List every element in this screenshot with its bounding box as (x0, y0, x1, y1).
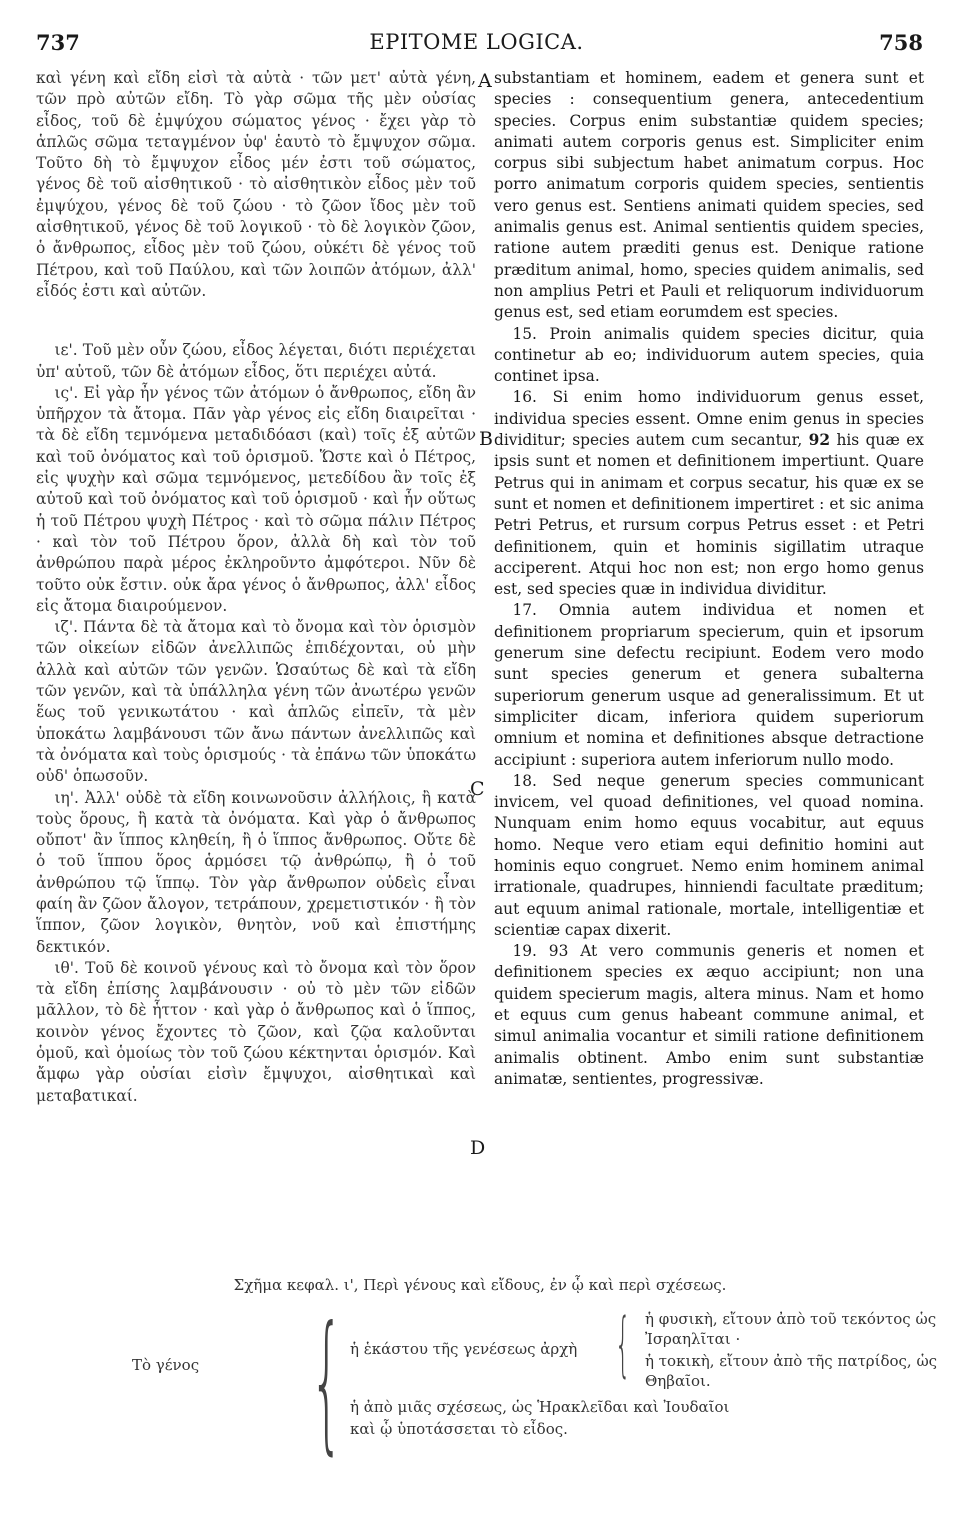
latin-paragraph: 15. Proin animalis quidem species dicitur, quia continetur ab eo; individuorum autem species, quia continet ipsa. (494, 324, 924, 386)
latin-paragraph: substantiam et hominem, eadem et genera sunt et species : consequentium genera, antecedentium species. Corpus enim substantiæ quidem species; animati autem corporis genus est. Simpliciter enim corpus sibi subjectum habet animatum corpus. Hoc porro animatum corporis quidem species, sentientis vero genus est. Sentiens animati quidem species, sed animalis genus est. Animal sentientis quidem species, ratione autem præditi genus est. Denique ratione præditum animal, homo, species quidem animalis, sed non amplius Petri et Pauli et reliquorum individuorum genus est, sed etiam eorumdem est species. (494, 69, 924, 322)
schema-branch-2: ἡ ἀπὸ μιᾶς σχέσεως, ὡς Ἡρακλεῖδαι καὶ Ἰουδαῖοι (350, 1398, 730, 1416)
latin-paragraph: 18. Sed neque generum species communicant invicem, vel quoad definitiones, vel quoad nomina. Nunquam enim homo equus vocabitur, aut equus homo. Neque vero etiam equi definitio homini aut hominis equo congruet. Nemo enim hominem animal irrationale, quadrupes, hinniendi facultate præditum; aut equum animal rationale, mortale, intelligentiæ et scientiæ capax dixerit. (494, 771, 924, 939)
latin-column (494, 68, 924, 1090)
greek-paragraph: ιε'. Τοῦ μὲν οὖν ζώου, εἶδος λέγεται, διότι περιέχεται ὑπ' αὐτοῦ, τῶν δὲ ἀτόμων εἶδος, ὅτι περιέχει αὐτά. (36, 341, 476, 381)
genus-schema (30, 1267, 938, 1469)
schema-root: Τὸ γένος (132, 1356, 200, 1374)
latin-paragraph: 19. 93 At vero communis generis et nomen et definitionem species ex æquo accipiunt; non una quidem specierum magis, altera minus. Nam et homo et equus cum genus habeant commune animal, et simul animalia vocantur et simili ratione definitionem animalis obtinent. Ambo enim sunt substantiæ animatæ, sentientes, progressivæ. (494, 942, 924, 1088)
greek-paragraph: ιζ'. Πάντα δὲ τὰ ἄτομα καὶ τὸ ὄνομα καὶ τὸν ὁρισμὸν τῶν οἰκείων εἰδῶν ἀνελλιπῶς ἐπιδέχονται, οὐ μὴν ἀλλὰ καὶ αὐτῶν τῶν γενῶν. Ὡσαύτως δὲ καὶ τὰ εἴδη τῶν γενῶν, καὶ τὰ ὑπάλληλα γένη τῶν ἀνωτέρω γενῶν ἕως τοῦ γενικωτάτου · καὶ ἁπλῶς εἰπεῖν, τὰ μὲν ὑποκάτω λαμβάνουσι τῶν ἄνω πάντων ἀνελλιπῶς καὶ τὰ ὀνόματα καὶ τοὺς ὁρισμούς · τὰ ἐπάνω τῶν ὑποκάτω οὐδ' ὁπωσοῦν. (36, 618, 476, 786)
page-header (30, 30, 923, 60)
brace-large-icon: { (310, 1295, 344, 1469)
page-number-right: 758 (879, 30, 923, 55)
running-title: EPITOME LOGICA. (369, 30, 584, 54)
page-number-left: 737 (36, 30, 80, 55)
margin-marker-b: B (479, 428, 493, 450)
greek-paragraph: ιθ'. Τοῦ δὲ κοινοῦ γένους καὶ τὸ ὄνομα καὶ τὸν ὅρον τὰ εἴδη ἐπίσης λαμβάνουσιν · οὐ τὸ μὲν τῶν εἰδῶν μᾶλλον, τὸ δὲ ἧττον · καὶ γὰρ ὁ ἄνθρωπος καὶ ὁ ἵππος, κοινὸν γένος ἔχοντες τὸ ζῶον, καὶ ζῷα καλοῦνται ὁμοῦ, καὶ ὁμοίως τὸν τοῦ ζώου κέκτηνται ὁρισμόν. Καὶ ἄμφω γὰρ οὐσίαι εἰσὶν ἔμψυχοι, αἰσθητικαὶ καὶ μεταβατικαί. (36, 958, 476, 1105)
schema-title: Σχῆμα κεφαλ. ι', Περὶ γένους καὶ εἴδους, ἐν ᾧ καὶ περὶ σχέσεως. (233, 1276, 727, 1294)
schema-sub-branch-1a: ἡ φυσικὴ, εἴτουν ἀπὸ τοῦ τεκόντος ὡς Ἰσραηλῖται · (645, 1310, 937, 1348)
latin-paragraph: 16. Si enim homo individuorum genus esset, individua species essent. Omne enim genus in species dividitur; species autem cum secantur, 92 his quæ ex ipsis sunt et nomen et definitionem impertiunt. Quare Petrus qui in animam et corpus secatur, his quæ ex se sunt et nomen et definitionem impertiret : et sic anima Petri Petrus, et rursum corpus Petrus esset : et Petri definitionem, quin et hominis sigillatim utraque acciperent. Atqui hoc non est; non ergo homo genus est, sed species quæ in individua dividitur. (494, 388, 924, 599)
margin-marker-c: C (470, 778, 485, 800)
schema-branch-1: ἡ ἑκάστου τῆς γενέσεως ἀρχὴ (350, 1340, 578, 1358)
margin-marker-d: D (470, 1137, 486, 1159)
latin-paragraph: 17. Omnia autem individua et nomen et definitionem propriarum specierum, quin et ipsorum generum sine defectu recipiunt. Eodem vero modo sunt species generum et genera subalterna superiorum generum usque ad generalissimum. Et ut simpliciter dicam, inferiora quidem superiorum omnium et nomina et definitiones absque detractione accipiunt : superiora autem inferiorum nullo modo. (494, 601, 924, 769)
migne-page-marker: 92 (808, 431, 831, 450)
brace-small-icon: { (615, 1303, 631, 1385)
margin-marker-a: A (478, 70, 492, 92)
schema-sub-branch-1b: ἡ τοκικὴ, εἴτουν ἀπὸ τῆς πατρίδος, ὡς Θηβαῖοι. (645, 1352, 938, 1390)
greek-paragraph: καὶ γένη καὶ εἴδη εἰσὶ τὰ αὐτὰ · τῶν μετ' αὐτὰ γένη, τῶν πρὸ αὐτῶν εἴδη. Τὸ γὰρ σῶμα τῆς μὲν οὐσίας εἶδος, τοῦ δὲ ἐμψύχου σώματος γένος · ἔχει γὰρ τὸ ἁπλῶς σῶμα τεταγμένον ὑφ' ἑαυτὸ τὸ ἔμψυχον σῶμα. Τοῦτο δὴ τὸ ἔμψυχον εἶδος μέν ἐστι τοῦ σώματος, γένος δὲ τοῦ αἰσθητικοῦ · τὸ αἰσθητικὸν εἶδος μὲν τοῦ ἐμψύχου, γένος δὲ τοῦ ζώου · τὸ ζῶον ἴδος μὲν τοῦ αἰσθητικοῦ, γένος δὲ τοῦ λογικοῦ · τὸ δὲ λογικὸν ζῶον, ὁ ἄνθρωπος, εἶδος μὲν τοῦ ζώου, οὐκέτι δὲ γένος τοῦ Πέτρου, καὶ τοῦ Παύλου, καὶ τῶν λοιπῶν ἀτόμων, ἀλλ' εἶδός ἐστι καὶ αὐτῶν. (36, 69, 476, 300)
greek-column (36, 68, 476, 1107)
greek-paragraph: ιη'. Ἀλλ' οὐδὲ τὰ εἴδη κοινωνοῦσιν ἀλλήλοις, ἢ κατὰ τοὺς ὅρους, ἢ κατὰ τὰ ὀνόματα. Καὶ γὰρ ὁ ἄνθρωπος οὔποτ' ἂν ἵππος κληθείη, ἢ ὁ ἵππος ἄνθρωπος. Οὔτε δὲ ὁ τοῦ ἵππου ὅρος ἁρμόσει τῷ ἀνθρώπῳ, ἢ ὁ τοῦ ἀνθρώπου τῷ ἵππῳ. Τὸν γὰρ ἄνθρωπον οὐδεὶς εἶναι φαίη ἂν ζῶον ἄλογον, τετράπουν, χρεμετιστικόν · ἢ τὸν ἵππον, ζῶον λογικὸν, θνητὸν, νοῦ καὶ ἐπιστήμης δεκτικόν. (36, 788, 476, 956)
schema-branch-3: καὶ ᾧ ὑποτάσσεται τὸ εἶδος. (350, 1420, 568, 1438)
greek-paragraph: ις'. Εἰ γὰρ ἦν γένος τῶν ἀτόμων ὁ ἄνθρωπος, εἴδη ἂν ὑπῆρχον τὰ ἄτομα. Πᾶν γὰρ γένος εἰς εἴδη διαιρεῖται · τὰ δὲ εἴδη τεμνόμενα μεταδιδόασι (καὶ) τοῖς ἐξ αὐτῶν καὶ τοῦ ὀνόματος καὶ τοῦ ὁρισμοῦ. Ὥστε καὶ ὁ Πέτρος, εἰς ψυχὴν καὶ σῶμα τεμνόμενος, μετεδίδου ἂν τοῖς ἐξ αὐτοῦ καὶ τοῦ ὀνόματος καὶ τοῦ ὁρισμοῦ · καὶ ἦν οὕτως ἡ τοῦ Πέτρου ψυχὴ Πέτρος · καὶ τὸ σῶμα πάλιν Πέτρος · καὶ τὸν τοῦ Πέτρου ὅρον, ἀλλὰ δὴ καὶ τὸν τοῦ ἀνθρώπου παρὰ μέρος ἐκληροῦντο ἀμφότεροι. Νῦν δὲ τοῦτο οὐκ ἔστιν. οὐκ ἄρα γένος ὁ ἄνθρωπος, ἀλλ' εἶδος εἰς ἄτομα διαιρούμενον. (36, 383, 476, 615)
